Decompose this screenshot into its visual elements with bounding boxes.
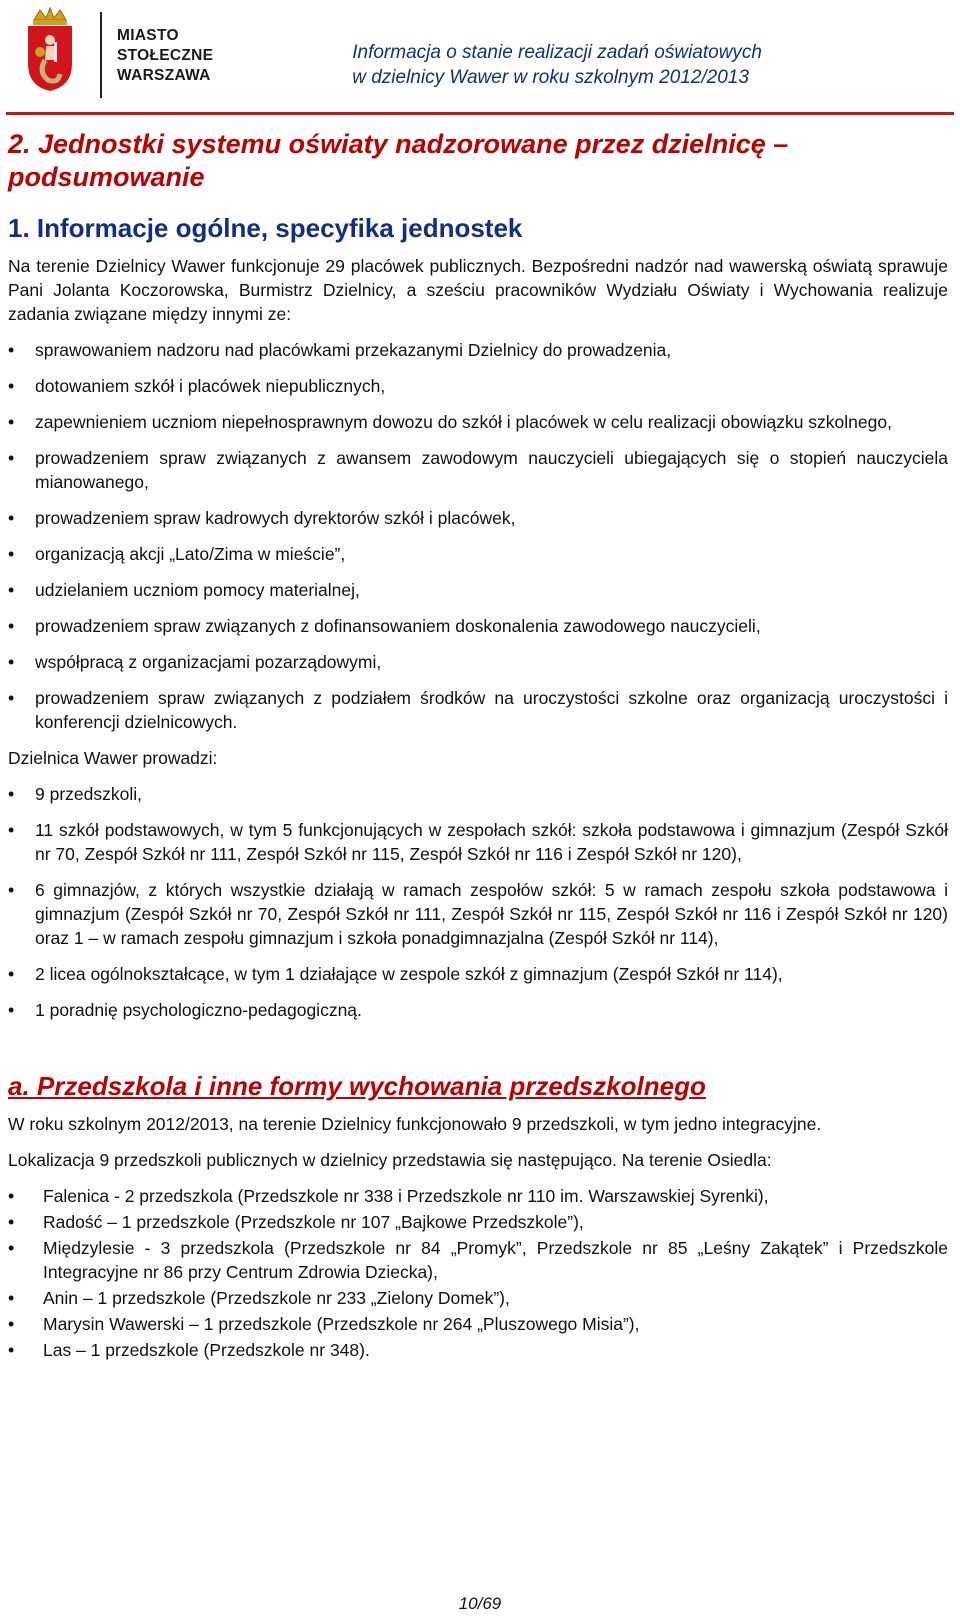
list-item: • prowadzeniem spraw związanych z podziałem środków na uroczystości szkolne oraz organizacją uroczystości i konferencji dzielnicowych. — [8, 686, 948, 734]
locations-list — [8, 1184, 948, 1362]
section-heading: 2. Jednostki systemu oświaty nadzorowane przez dzielnicę – podsumowanie — [8, 129, 789, 192]
list-item: • prowadzeniem spraw kadrowych dyrektorów szkół i placówek, — [8, 506, 948, 530]
list-item: • prowadzeniem spraw związanych z dofinansowaniem doskonalenia zawodowego nauczycieli, — [8, 614, 948, 638]
list-item: • sprawowaniem nadzoru nad placówkami przekazanymi Dzielnicy do prowadzenia, — [8, 338, 948, 362]
document-title — [352, 40, 762, 90]
page-content — [8, 128, 948, 1364]
location-intro: Lokalizacja 9 przedszkoli publicznych w dzielnicy przedstawia się następująco. Na terenie Osiedla: — [8, 1150, 772, 1170]
list-item: • współpracą z organizacjami pozarządowymi, — [8, 650, 948, 674]
list-item: • Radość – 1 przedszkole (Przedszkole nr 107 „Bajkowe Przedszkole”), — [8, 1210, 948, 1234]
page-number: 10/69 — [458, 1594, 502, 1613]
list-item: • 1 poradnię psychologiczno-pedagogiczną. — [8, 998, 948, 1022]
page-header — [0, 0, 960, 118]
list-item: • prowadzeniem spraw związanych z awansem zawodowym nauczycieli ubiegających się o stopień nauczyciela mianowanego, — [8, 446, 948, 494]
list-item: • Marysin Wawerski – 1 przedszkole (Przedszkole nr 264 „Pluszowego Misia”), — [8, 1312, 948, 1336]
list-item: • 9 przedszkoli, — [8, 782, 948, 806]
list-item: • Międzylesie - 3 przedszkola (Przedszkole nr 84 „Promyk”, Przedszkole nr 85 „Leśny Zakątek” i Przedszkole Integracyjne nr 86 przy Centrum Zdrowia Dziecka), — [8, 1236, 948, 1284]
intro-paragraph: Na terenie Dzielnicy Wawer funkcjonuje 29 placówek publicznych. Bezpośredni nadzór nad wawerską oświatą sprawuje Pani Jolanta Koczorowska, Burmistrz Dzielnicy, a sześciu pracowników Wydziału Oświaty i Wychowania realizuje zadania związane między innymi ze: — [8, 256, 948, 324]
institutions-list — [8, 782, 948, 1022]
tasks-list — [8, 338, 948, 734]
header-rule — [6, 112, 954, 115]
list-item: • dotowaniem szkół i placówek niepublicznych, — [8, 374, 948, 398]
header-divider — [100, 12, 102, 98]
list-item: • organizacją akcji „Lato/Zima w mieście”, — [8, 542, 948, 566]
list-item: • 11 szkół podstawowych, w tym 5 funkcjonujących w zespołach szkół: szkoła podstawowa i gimnazjum (Zespół Szkół nr 70, Zespół Szkół nr 111, Zespół Szkół nr 115, Zespół Szkół nr 116 i Zespół Szkół nr 120), — [8, 818, 948, 866]
subsection-heading: 1. Informacje ogólne, specyfika jednostek — [8, 213, 523, 243]
list-item: • 6 gimnazjów, z których wszystkie działają w ramach zespołów szkół: 5 w ramach zespołu szkoła podstawowa i gimnazjum (Zespół Szkół nr 70, Zespół Szkół nr 111, Zespół Szkół nr 115, Zespół Szkół nr 116 i Zespół Szkół nr 120) oraz 1 – w ramach zespołu gimnazjum i szkoła ponadgimnazjalna (Zespół Szkół nr 114), — [8, 878, 948, 950]
list-item: • udzielaniem uczniom pomocy materialnej, — [8, 578, 948, 602]
city-line: MIASTO — [117, 27, 179, 44]
preschool-paragraph: W roku szkolnym 2012/2013, na terenie Dzielnicy funkcjonowało 9 przedszkoli, w tym jedno integracyjne. — [8, 1114, 822, 1134]
city-name — [117, 26, 213, 86]
warsaw-coat-of-arms-icon — [24, 6, 76, 92]
document-title-line: w dzielnicy Wawer w roku szkolnym 2012/2013 — [352, 67, 749, 88]
city-line: WARSZAWA — [117, 67, 211, 84]
city-line: STOŁECZNE — [117, 47, 214, 64]
document-title-line: Informacja o stanie realizacji zadań oświatowych — [352, 42, 762, 63]
list-item: • Anin – 1 przedszkole (Przedszkole nr 233 „Zielony Domek”), — [8, 1286, 948, 1310]
runs-label: Dzielnica Wawer prowadzi: — [8, 748, 218, 768]
list-item: • zapewnieniem uczniom niepełnosprawnym dowozu do szkół i placówek w celu realizacji obowiązku szkolnego, — [8, 410, 948, 434]
list-item: • 2 licea ogólnokształcące, w tym 1 działające w zespole szkół z gimnazjum (Zespół Szkół nr 114), — [8, 962, 948, 986]
list-item: • Falenica - 2 przedszkola (Przedszkole nr 338 i Przedszkole nr 110 im. Warszawskiej Syrenki), — [8, 1184, 948, 1208]
preschool-heading: a. Przedszkola i inne formy wychowania przedszkolnego — [8, 1071, 706, 1101]
list-item: • Las – 1 przedszkole (Przedszkole nr 348). — [8, 1338, 948, 1362]
